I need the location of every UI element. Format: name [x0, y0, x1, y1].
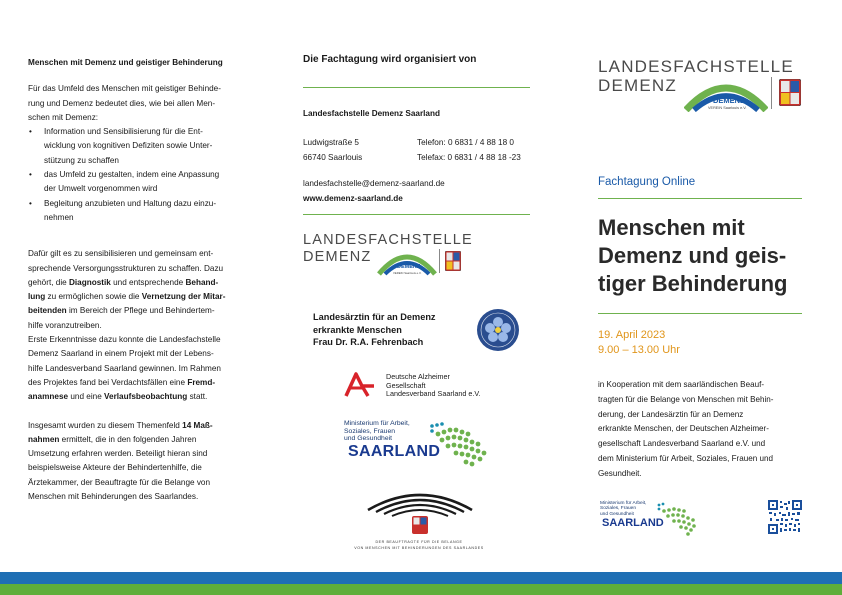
bullet-line: • das Umfeld zu gestalten, indem eine Anpassung [44, 170, 220, 180]
event-time: 9.00 – 13.00 Uhr [598, 344, 680, 356]
logo-line: DEMENZ [303, 249, 372, 265]
page-title [598, 214, 818, 298]
bullet-list [28, 125, 250, 225]
bold-text: Diagnostik [68, 277, 111, 287]
list-item [44, 168, 250, 197]
text: Landesverband Saarland e.V. [386, 389, 481, 399]
text: des Projektes fand bei Verdachtsfällen eine [28, 377, 188, 387]
alzheimer-text [386, 373, 480, 399]
text: Soziales, Frauen [600, 506, 636, 512]
middle-heading: Die Fachtagung wird organisiert von [303, 54, 477, 65]
bullet-line: nehmen [44, 212, 74, 222]
para-line [28, 290, 250, 304]
footer-band-blue [0, 572, 842, 584]
footer-band-green [0, 584, 842, 595]
text: und Gesundheit [344, 435, 392, 443]
para-line: hilfe voranzutreiben. [28, 320, 102, 330]
bullet-line: • Information und Sensibilisierung für die Ent- [44, 127, 203, 137]
divider [303, 87, 530, 88]
beauftragter-logo-icon [360, 482, 480, 542]
ministry-text [600, 501, 646, 517]
text: gesellschaft Landesverband Saarland e.V. und [598, 439, 766, 449]
para-line: Menschen mit Behinderungen des Saarlandes. [28, 492, 199, 502]
divider [303, 214, 530, 215]
text: Ministerium für Arbeit, [600, 501, 647, 506]
bullet-line: der Umwelt vorgenommen wird [44, 184, 158, 194]
city: 66740 Saarlouis [303, 152, 363, 162]
logo-line: DEMENZ [598, 76, 677, 95]
title-line: tiger Behinderung [598, 271, 788, 296]
logo-line: LANDESFACHSTELLE [303, 232, 473, 248]
text: gehört, die [28, 277, 69, 287]
para-line: Dafür gilt es zu sensibilisieren und gemeinsam ent- [28, 249, 214, 259]
list-item [44, 197, 250, 226]
bold-text: Verlaufsbeobachtung [104, 392, 188, 402]
email-link[interactable]: landesfachstelle@demenz-saarland.de [303, 179, 445, 188]
text: DER BEAUFTRAGTE FÜR DIE BELANGE [375, 540, 463, 544]
event-date: 19. April 2023 [598, 329, 666, 341]
cooperation-text [598, 378, 808, 482]
text: Frau Dr. R.A. Fehrenbach [313, 337, 424, 347]
forget-me-not-seal-icon [476, 308, 520, 352]
para-line: beispielsweise Akteure der Behindertenhilfe, die [28, 463, 202, 473]
lfd-arc-logo-icon [377, 246, 437, 276]
bullet-line: • Begleitung anzubieten und Haltung dazu einzu- [44, 198, 217, 208]
intro-line: Für das Umfeld des Menschen mit geistiger Behinde- [28, 84, 221, 94]
para-line [28, 419, 250, 433]
left-column [28, 56, 250, 504]
web-link[interactable]: www.demenz-saarland.de [303, 193, 403, 203]
para-line: Erste Erkenntnisse dazu konnte die Landesfachstelle [28, 335, 221, 345]
event-type: Fachtagung Online [598, 176, 696, 188]
org-name: Landesfachstelle Demenz Saarland [303, 109, 440, 118]
beauftragter-text [349, 539, 489, 551]
para-line: Demenz Saarland in einem Projekt mit der Lebens- [28, 349, 214, 359]
ministry-text [344, 420, 410, 443]
para-line [28, 376, 250, 390]
logo-divider [439, 249, 440, 273]
text: Gesellschaft [386, 380, 426, 390]
title-line: Demenz und geis- [598, 243, 787, 268]
text: Deutsche Alzheimer [386, 372, 450, 381]
bold-text: Vernetzung der Mitar- [141, 292, 226, 302]
bold-text: nahmen [28, 434, 60, 444]
alzheimer-logo-icon [344, 372, 376, 398]
intro-line: rung und Demenz bedeutet dies, wie bei allen Men- [28, 98, 216, 108]
online-block [303, 177, 531, 206]
qr-code-icon[interactable] [768, 500, 802, 534]
bold-text: 14 Maß- [182, 420, 213, 430]
logo-line: LANDESFACHSTELLE [598, 57, 794, 76]
text: zu ermöglichen sowie die [45, 292, 142, 302]
para-line [28, 433, 250, 447]
list-item [44, 125, 250, 168]
date-time [598, 328, 680, 358]
text: und eine [68, 392, 105, 402]
text: statt. [187, 392, 208, 402]
logo-divider [771, 77, 772, 109]
street: Ludwigstraße 5 [303, 138, 359, 147]
text: erkrankte Menschen, der Deutschen Alzheimer- [598, 424, 769, 434]
text: und entsprechende [110, 277, 186, 287]
para-line [28, 276, 250, 290]
bullet-line: wicklung von kognitiven Defiziten sowie Unter- [44, 141, 213, 151]
landesaerztin-block [313, 311, 436, 349]
phone: Telefon: 0 6831 / 4 88 18 0 [417, 138, 514, 147]
saarland-crest-icon [445, 251, 461, 271]
text: und Gesundheit [600, 511, 634, 517]
text: tragten für die Belange von Menschen mit Behin- [598, 394, 774, 404]
text: Soziales, Frauen [344, 427, 396, 435]
fax: Telefax: 0 6831 / 4 88 18 -23 [417, 152, 521, 162]
title-line: Menschen mit [598, 215, 745, 240]
saarland-wordmark: SAARLAND [602, 517, 664, 529]
bullet-line: stützung zu schaffen [44, 155, 119, 165]
para-line [28, 304, 250, 318]
text: erkrankte Menschen [313, 324, 402, 335]
divider [598, 313, 802, 314]
text: VON MENSCHEN MIT BEHINDERUNGEN DES SAARLANDES [354, 546, 484, 550]
text: Insgesamt wurden zu diesem Themenfeld [28, 420, 183, 430]
logo-small-text: VEREIN Saarlouis e.V. [708, 106, 747, 110]
saarland-wordmark: SAARLAND [348, 443, 441, 460]
text: in Kooperation mit dem saarländischen Beauf- [598, 380, 765, 389]
divider [598, 198, 802, 199]
logo-small-text: DEMENZ [713, 96, 745, 105]
contact-block [417, 136, 537, 165]
text: ermittelt, die in den folgenden Jahren [59, 434, 197, 444]
logo-small-text: VEREIN Saarlouis e.V. [393, 271, 422, 275]
para-line [28, 390, 250, 404]
bold-text: Fremd- [187, 377, 216, 387]
text: im Bereich der Pflege und Behindertem- [66, 306, 215, 316]
bold-text: beitenden [28, 306, 67, 316]
text: derung, der Landesärztin für an Demenz [598, 409, 744, 419]
lfd-arc-logo-icon [684, 74, 768, 112]
left-heading: Menschen mit Demenz und geistiger Behinderung [28, 58, 223, 67]
bold-text: lung [28, 292, 46, 302]
bold-text: anamnese [28, 392, 69, 402]
bold-text: Behand- [185, 277, 219, 287]
saarland-dots-icon [428, 420, 492, 468]
logo-small-text: DEMENZ [397, 264, 421, 270]
saarland-dots-icon [656, 501, 702, 537]
para-line: Umsetzung erfahren werden. Beteiligt hieran sind [28, 449, 208, 459]
para-line: Ärztekammer, der Beauftragte für die Belange von [28, 477, 211, 487]
text: Landesärztin für an Demenz [313, 312, 436, 322]
text: Ministerium für Arbeit, [344, 420, 410, 427]
para-line: sprechende Versorgungsstrukturen zu schaffen. Dazu [28, 263, 224, 273]
text: Gesundheit. [598, 468, 642, 478]
text: dem Ministerium für Arbeit, Soziales, Frauen und [598, 453, 773, 463]
para-line: hilfe Landesverband Saarland gewinnen. Im Rahmen [28, 363, 221, 373]
intro-line: schen mit Demenz: [28, 112, 99, 122]
saarland-crest-icon [779, 79, 801, 106]
